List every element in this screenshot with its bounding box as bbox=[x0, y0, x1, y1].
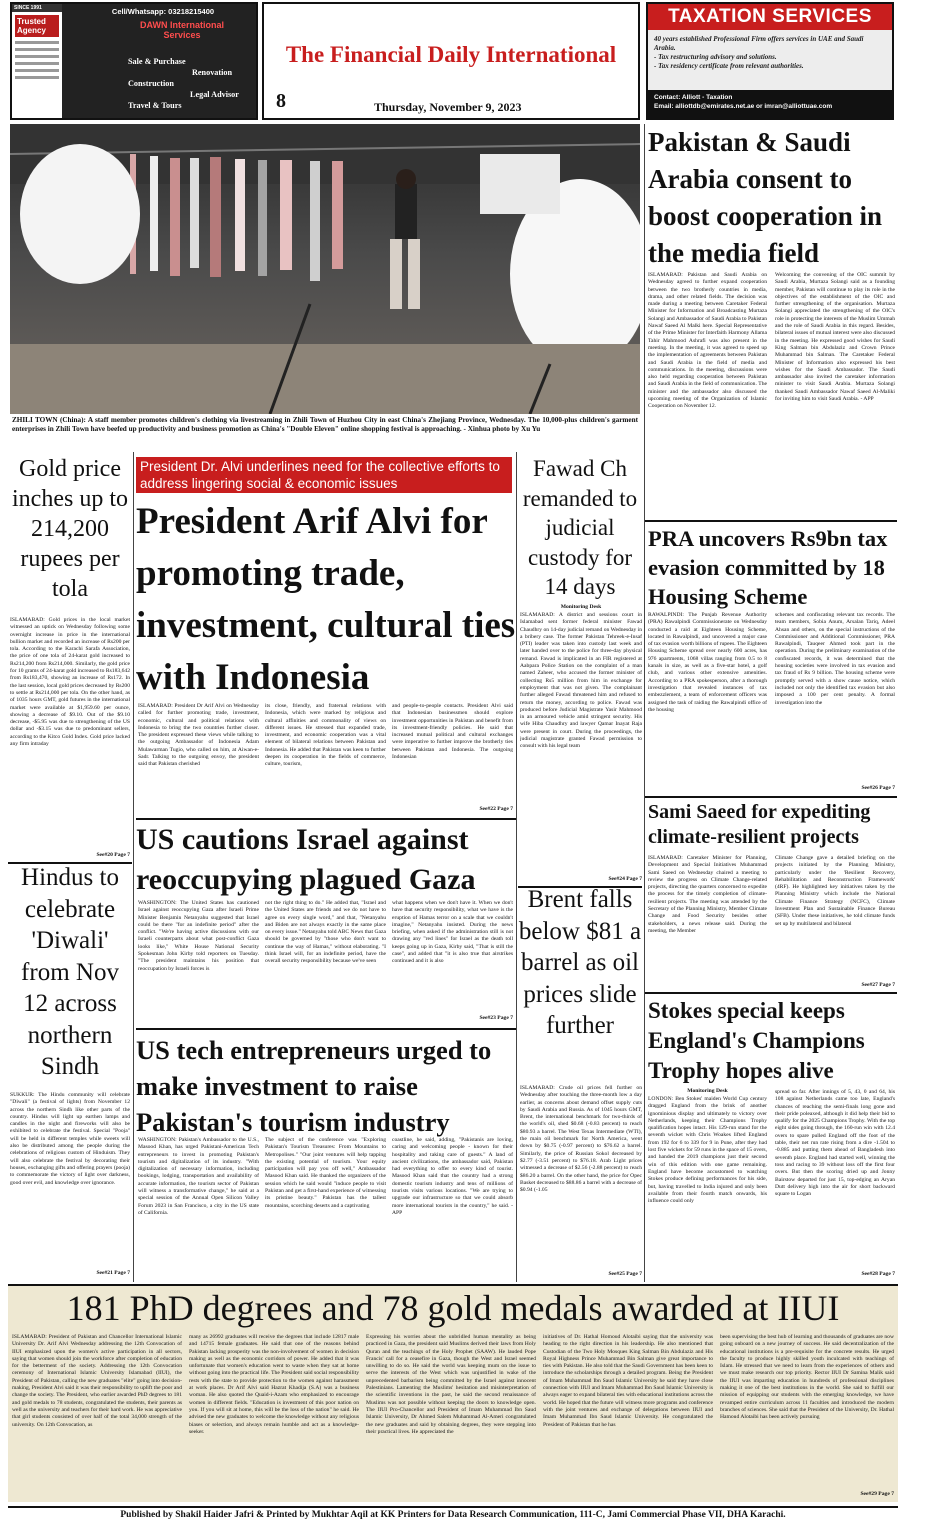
ad-dawn-service: Legal Advisor bbox=[190, 90, 239, 99]
alvi-col3: and people-to-people contacts. President Alvi said that Indonesian businessmen should explore investment opportunities in Pakistan and benefit from its investment-friendly policies. He said that increased mutual political and cultural exchanges were imperative to further improve the brotherly ties between Pakistan and Indonesia. The outgoing Indonesian bbox=[392, 703, 513, 761]
iiui-continue: See#29 Page 7 bbox=[860, 1491, 894, 1497]
iiui-col3: Expressing his worries about the unbridled human mentality as being practiced in Gaza, the president said Muslims derived their laws from Holy Quran and the teachings of the Holy Prophet (SAAW). He lauded Pope Francis' call for a ceasefire in Gaza, though the West and Israel seemed unwilling to do so. He said the world was keeping mum on the issue to serve the interests of the West which was unjustified in wake of the unprecedented barbarism being committed by the Israel against innocent Palestinians. Lamenting the Muslims' hesitation and misinterpretation of the scientific inventions in the past, he said the second renaissance of Muslims was not possible without keeping the doors to knowledge open. The IIUI Pro-Chancellor and President of Imam Muhammad Ibn Saud Islamic University, Dr Ahmed Salem Muhammad Al-Ameri congratulated the new graduates and said by obtaining degrees, they were stepping into their practical lives. He appreciated the bbox=[366, 1334, 536, 1435]
news-photo bbox=[10, 124, 640, 414]
ad-taxation-contact1: Contact: Alliott - Taxation bbox=[654, 94, 733, 101]
fawad-body: ISLAMABAD: A district and sessions court in Islamabad sent former federal minister Fawad Chaudhry on 14-day judicial remand on Wednesday in a bribery case. The former Pakistan Tehreek-e-Insaf (PTI) leader was taken into custody last week and later handed over to the police for three-day physical remand. Fawad is implicated in an FIR registered at Aabpara Police Station on the complaint of a man named Zaheer, who accused the former minister of collecting Rs5 million from him in exchange for employment that was not given. The complainant further alleged Fawad threatened him and refused to return the money, according to police. Fawad was produced before Judicial Magistrate Yasir Mahmood in an armoured vehicle amid stringent security. His wife Hiba Chaudhry and lawyer Qamar Inayat Raja were present in court. During the proceedings, the judicial magistrate granted Fawad permission to consult with his legal team bbox=[520, 612, 642, 750]
ad-dawn-fineprint bbox=[15, 41, 59, 79]
iiui-col4: initiatives of Dr. Hathal Homoud Alotaibi saying that the university was heading to the right direction in his leadership. He also mentioned that Custodian of the Two Holy Mosques King Salman Bin Abdulaziz and His Royal Highness Prince Muhammad Bin Salman give great importance to ties with Pakistan. He also told that the Saudi Government has been keen to introduce the scholarships through a detailed program. Being the President of Imam Muhammad Ibn Saud Islamic University he said they have close connection with IIUI and Imam Muhammad Ibn Saud Islamic University is always eager to expand bilateral ties with educational institutions across the world. He hoped that the future will witness more programs and conference with the joint ventures and exchange of delegations between IIUI and Imam Muhammad Ibn Saud Islamic University. He congratulated the President of Pakistan that he has bbox=[543, 1334, 713, 1428]
divider bbox=[8, 1506, 898, 1508]
column-rule bbox=[133, 452, 134, 1282]
israel-col2: not the right thing to do." He added that, "Israel and the United States are friends and we do not have to agree on every single word," and that, "Netanyahu and Biden are not always exactly in the same place on every issue." Netanyahu told ABC News that Gaza should be governed by "those who don't want to continue the way of Hamas," without elaborating. "I think Israel will, for an indefinite period, have the overall security responsibility because we've seen bbox=[265, 900, 386, 965]
pra-col1: RAWALPINDI: The Punjab Revenue Authority (PRA) Rawalpindi Commissionerate on Wednesday conducted a raid at Eighteen Housing Scheme, located in Rawalpindi, and uncovered a major case of tax evasion worth billions of rupees. The Eighteen Housing Scheme spread over nearly 600 acres, has 976 apartments, 1068 villas ranging from 0.5 to 8 kanals in size, as well as a five-star hotel, a golf club, and various other extensive amenities. According to a PRA spokesperson, after a thorough investigation that revealed instances of tax embezzlement, a team of enforcement officers was assigned the task of raiding the Rawalpindi office of the housing bbox=[648, 612, 767, 713]
tourism-col1: WASHINGTON: Pakistan's Ambassador to the U.S., Masood Khan, has urged Pakistani-American Tech entrepreneurs to invest in promoting Pakistan's tourism and digitalization of its industry. "With digitalization of necessary information, including bookings, lodging, transportation and availability of accurate information, the tourism sector of Pakistan will witness a transformative change," he said at a special session of the Annual Open Silicon Valley Forum 2023 in San Francisco, a city in the US state of California. bbox=[138, 1137, 259, 1216]
masthead-page-number: 8 bbox=[276, 90, 286, 112]
iiui-col5: been supervising the best hub of learning and thousands of graduates are now going onboard on a new journey of success. He said decentralization of the educational institutions is a pre-requisite for the concrete results. He urged the faculty to produce highly skilled youth inculcated with teachings of Islam. He stressed that we need to learn from the experiences of others and we must make research our top priority. Rector IIUI Dr Samina Malik said the IIUI was imparting education in hundreds of professional disciplines making it one of the best institutions in the world. She said to fulfill our mission of equipping our students with the emerging knowledge, we have revamped entire curriculum across 11 faculties and introduced the modern branches of sciences. She said that the President of the University, Dr. Hathal Hamoud Alotaibi has been actively pursuing bbox=[720, 1334, 894, 1421]
alvi-continue: See#22 Page 7 bbox=[479, 806, 513, 812]
stokes-col1: LONDON: Ben Stokes' maiden World Cup century dragged England from the brink of another ignominious display and ultimately to victory over Netherlands, keeping their Champions Trophy qualification hopes intact. His 129-run stand for the seventh wicket with Chris Woakes lifted England from 192 for 6 to 339 for 9 in Pune, after they had lost five wickets for 59 runs in the space of 15 overs, and handed the 2019 champions just their second win of this edition with one game remaining. England have become accustomed to watching Stokes produce defining performances for his side, but, having travelled to India injured and only been available from their fourth match onwards, his influence could only bbox=[648, 1096, 767, 1205]
israel-continue: See#23 Page 7 bbox=[479, 1015, 513, 1021]
ad-taxation-contact bbox=[648, 90, 892, 120]
iiui-headline: 181 PhD degrees and 78 gold medals awarded at IIUI bbox=[66, 1288, 840, 1328]
diwali-headline: Hindus to celebrate 'Diwali' from Nov 12 across northern Sindh bbox=[21, 864, 119, 1080]
ad-taxation-line3: - Tax residency certificate from relevant authorities. bbox=[654, 62, 804, 70]
saeed-continue: See#27 Page 7 bbox=[861, 982, 895, 988]
israel-col3: what happens when we don't have it. When we don't have that security responsibility, what we have is the eruption of Hamas terror on a scale that we couldn't imagine," Netanyahu insisted. During the news briefing, when asked if the administration still is not drawing any "red lines" for Israel as the death toll keeps going up in Gaza, Kirby said, "That is still the case", and added that "it is also true that airstrikes continued and it is also bbox=[392, 900, 513, 965]
israel-headline: US cautions Israel against reoccupying plagued Gaza bbox=[136, 823, 476, 896]
brent-body: ISLAMABAD: Crude oil prices fell further on Wednesday after touching the three-month low a day earlier, as concerns about demand offset supply cuts by Saudi Arabia and Russia. As of 1045 hours GMT, Brent, the international benchmark for two-thirds of the world's oil, shed $0.68 (-0.83 percent) to reach $80.93 a barrel. The West Texas Intermediate (WTI), the main oil benchmark for North America, went down by $0.75 (-0.97 percent) to $76.62 a barrel. Similarly, the price of Russian Sokol decreased by $2.77 (-3.51 percent) to $76.18. Arab Light prices witnessed a decrease of $2.56 (-2.88 percent) to reach $86.20 a barrel. On the other hand, the price for Opec Basket decreased to $88.86 a barrel with a decrease of $0.94 (-1.05 bbox=[520, 1085, 642, 1194]
saudi-col1: ISLAMABAD: Pakistan and Saudi Arabia on Wednesday agreed to further expand cooperation between the two brotherly countries in media, drama, and other related fields. The decision was made during a meeting between Caretaker Federal Minister for Information and Broadcasting Murtaza Solangi and Ambassador of Saudi Arabia to Pakistan Nawaf Saeed Al Malki here. Special Representative of the Prime Minister for Interfaith Harmony Allama Tahir Mahmood Ashrafi was also present in the meeting. In the meeting, it was agreed to speed up the implementation of agreements between Pakistan and Saudi Arabia in the field of media and communications. In the meeting, discussions were also held regarding cooperation between Pakistan and Saudi Arabia in the field of communication. The minister and the ambassador also discussed the upcoming meeting of the Organization of Islamic Cooperation on November 12. bbox=[648, 272, 767, 410]
alvi-kicker: President Dr. Alvi underlines need for the collective efforts to address lingering social & economic issues bbox=[136, 457, 512, 493]
footer-imprint: Published by Shakil Haider Jafri & Printed by Mukhtar Aqil at KK Printers for Data Research Communication, 111-C, Jami Commercial Phase VII, DHA Karachi. bbox=[120, 1510, 786, 1520]
pra-continue: See#26 Page 7 bbox=[861, 785, 895, 791]
iiui-col1: ISLAMABAD: President of Pakistan and Chancellor International Islamic University Dr. Arif Alvi Wednesday addressing the 12th Convocation of IIUI emphasized upon the women's active participation in all sectors, saying that women should join the workforce after completion of education for the betterment of the society. Addressing the 12th Convocation ceremony of International Islamic University Islamabad (IIUI), the President of Pakistan, calling the new graduates "elite" going into decision-making, President Alvi said it was their responsibility to uplift the poor and change the society. The President, who earlier awarded PhD degrees to 181 and gold medals to 78 students, congratulated the students, their parents as well as the university and teachers for their hard work. He was appreciative that girl students consisted of over half of the total 34,000 strength of the university. On 12th Convocation, as bbox=[12, 1334, 182, 1428]
ad-taxation-line1: 40 years established Professional Firm offers services in UAE and Saudi Arabia. bbox=[654, 35, 864, 52]
alvi-col1: ISLAMABAD: President Dr Arif Alvi on Wednesday called for further promoting trade, investment, economic, cultural and political relations with Indonesia to bring the two countries further closer. The president expressed these views while talking to the outgoing Ambassador of Indonesia Adam Mulawarman Tugio, who called on him, at Aiwan-e-Sadr. Talking to the outgoing envoy, the president said that Pakistan cherished bbox=[138, 703, 259, 768]
masthead bbox=[262, 2, 640, 120]
fawad-headline: Fawad Ch remanded to judicial custody for 14 days bbox=[522, 456, 638, 599]
iiui-col2: many as 26992 graduates will receive the degrees that include 12817 male and 14715 female graduates. He said that one of the reasons behind Pakistan lacking prosperity was the non-involvement of women in decision making as well as the economic corridors of power. He added that it was unfortunate that women's education went to waste when they sat at home without going into the practical life. The President said social responsibility rests with the state to provide protection to the women against harassment at work places. Dr Arif Alvi said Hazrat Khadija (S.A) was a business woman. He also quoted the Quaid-i-Azam who emphasized to encourage women in different fields. "Education is investment of this poor nation on you. If you will sit at home, this will be the loss of the nation" he said. He advised the new graduates to welcome the knowledge without any religious biases or selection, and always remain humble and act as a knowledge-seeker. bbox=[189, 1334, 359, 1435]
tourism-col2: The subject of the conference was "Exploring Pakistan's Tourism Treasures: From Mountains to Metropolises." "Our joint ventures will help tapping the existing potential of tourism. Your equity participation will pay you off well," Ambassador Masood Khan said. He thanked the organizers of the session which he said would "induce people to visit Pakistan and get a first-hand experience of witnessing its pristine beauty." Pakistan has the tallest mountains, scorching deserts and a captivating bbox=[265, 1137, 386, 1209]
gold-continue: See#20 Page 7 bbox=[96, 852, 130, 858]
photo-caption: ZHILI TOWN (China): A staff member promotes children's clothing via livestreaming in Zhili Town of Huzhou City in east China's Zhejiang Province, Wednesday. The 10,000-plus children's garment enterprises in Zhili Town have beefed up productivity and business promotion as China's "Double Eleven" online shopping festival is approaching. - Xinhua photo by Xu Yu bbox=[12, 416, 638, 433]
divider bbox=[645, 796, 897, 798]
alvi-col2: its close, friendly, and fraternal relations with Indonesia, which were marked by religious and cultural affinities and commonality of views on different issues. He stressed that expanded trade, investment, and economic cooperation was a vital element of bilateral relations between Pakistan and Indonesia. He added that Pakistan was keen to further deepen its cooperation in the fields of commerce, culture, tourism, bbox=[265, 703, 386, 768]
ad-taxation-body bbox=[648, 30, 892, 90]
ad-dawn-logo bbox=[15, 15, 59, 37]
ad-dawn-service: Construction bbox=[128, 79, 174, 88]
iiui-story bbox=[8, 1284, 898, 1502]
brent-headline: Brent falls below $81 a barrel as oil prices slide further bbox=[518, 886, 642, 1039]
stokes-headline: Stokes special keeps England's Champions Trophy hopes alive bbox=[648, 998, 865, 1083]
ad-dawn-logo-panel bbox=[12, 4, 62, 118]
tourism-col3: coastline, he said, adding, "Pakistanis are loving, caring and welcoming people - known for their hospitality and taking care of guests." A land of ancient civilizations, the ambassador said, Pakistan had everything to offer to every kind of tourist. Masood Khan said that the country had a strong domestic tourism industry and tens of millions of tourists visits various locations. "We are trying to upgrade our infrastructure so that we could absorb more international tourists in the country," he said. - APP bbox=[392, 1137, 513, 1216]
ad-dawn bbox=[10, 2, 258, 120]
masthead-date: Thursday, November 9, 2023 bbox=[374, 100, 522, 114]
ad-dawn-est: SINCE 1991 bbox=[12, 4, 62, 12]
fawad-continue: See#24 Page 7 bbox=[608, 876, 642, 882]
israel-col1: WASHINGTON: The United States has cautioned Israel against reoccupying Gaza after Israeli Prime Minister Benjamin Netanyahu suggested that Israel could be there "for an indefinite period" after the conflict. "We're having active discussions with our Israeli counterparts about what post-conflict Gaza looks like," White House National Security Spokesman John Kirby told reporters on Tuesday. "The president maintains his position that reoccupation by Israeli forces is bbox=[138, 900, 259, 972]
saudi-headline: Pakistan & Saudi Arabia consent to boost cooperation in the media field bbox=[648, 127, 883, 268]
alvi-headline: President Arif Alvi for promoting trade, investment, cultural ties with Indonesia bbox=[136, 501, 516, 698]
stokes-desk: Monitoring Desk bbox=[687, 1088, 728, 1094]
pra-col2: schemes and confiscating relevant tax records. The team members, Sobia Anum, Arsalan Tariq, Adeel Ahsan and others, on the special instructions of the Commissioner and Additional Commissioner, PRA Rawalpindi, Tauqeer Ahmed took part in the operation. During the preliminary examination of the confiscated records, it was determined that the housing societies were involved in tax evasion and tax fraud of Rs 9 billion. The housing scheme were promptly served with a show cause notice, which included not only the identified tax evasion but also imposed a 100 per cent penalty. A formal investigation into the bbox=[775, 612, 895, 706]
fawad-desk: Monitoring Desk bbox=[560, 604, 602, 610]
divider bbox=[645, 520, 897, 522]
ad-dawn-logo-line1: Trusted bbox=[17, 17, 46, 26]
column-rule bbox=[516, 452, 517, 1282]
saeed-col1: ISLAMABAD: Caretaker Minister for Planning, Development and Special Initiatives Muhammad Sami Saeed on Wednesday chaired a meeting to review the progress on Climate Change-related projects, directing the quarters concerned to expedite the process for the timely completion of climate-resilient projects. The meeting was attended by the Secretary of the Planning Ministry, Member Climate Change and Food Security besides other stakeholders, a news release said. During the meeting, the Member bbox=[648, 855, 767, 934]
stokes-col2: spread so far. After innings of 5, 43, 0 and 64, his 108 against Netherlands came too late, England's chances of reaching the semi-finals long gone and their pride poleaxed, although it did help their bid to qualify for the 2025 Champions Trophy. With the top eight sides going through, the 160-run win with 12.4 overs to spare pulled England off the foot of the table, their net run rate rising from a dire -1.504 to -0.885 and putting them ahead of Bangladesh into seventh place. England had started well, winning the toss and racing to 39 without loss off the first four overs. But then the scoring dried up and Jonny Bairstow departed for just 15, top-edging an Aryan Dutt delivery high into the air for short backward square to Logan bbox=[775, 1089, 895, 1198]
divider bbox=[645, 992, 897, 994]
photo-scene bbox=[10, 124, 640, 414]
ad-taxation-title: TAXATION SERVICES bbox=[648, 4, 892, 30]
divider bbox=[136, 1028, 516, 1030]
masthead-title: The Financial Daily International bbox=[285, 42, 617, 67]
tourism-headline: US tech entrepreneurs urged to make investment to raise Pakistan's tourism industry bbox=[136, 1035, 492, 1137]
ad-dawn-service: Renovation bbox=[192, 68, 233, 77]
saudi-col2: Welcoming the convening of the OIC summit by Saudi Arabia, Murtaza Solangi said as a founding member, Pakistan will continue to play its role in the objectives of the establishment of the OIC and further strengthening of the organisation. Murtaza Solangi appreciated the strengthening of the OIC's role in protecting the interests of the Muslim Ummah and the role of Saudi Arabia in this regard. Besides, bilateral issues of mutual interest were also discussed in the meeting. He expressed good wishes for Saudi King Salman bin Abdulaziz and Crown Prince Muhammad bin Salman. The Caretaker Federal Minister of Information also expressed his best wishes for the Saudi Ambassador. The Saudi ambassador also invited the caretaker information minister to visit Saudi Arabia. Murtaza Solangi thanked Saudi Ambassador Nawaf Saeed Al-Maliki for inviting him to visit Saudi Arabia. - APP bbox=[775, 272, 895, 403]
pra-headline: PRA uncovers Rs9bn tax evasion committed by 18 Housing Scheme bbox=[648, 526, 888, 609]
ad-dawn-name: DAWN International Services bbox=[139, 20, 224, 40]
ad-dawn-service: Sale & Purchase bbox=[128, 57, 186, 66]
gold-body: ISLAMABAD: Gold prices in the local market witnessed an uptick on Wednesday following some overnight increase in price in the international bullion market and recorded an increase of Rs200 per tola. According to the Karachi Sarafa Association, the price of one tola of 24-karat gold increased to Rs214,200 from Rs214,000. Similarly, the gold price for 10 grams of 24-karat gold increased to Rs183,642 from Rs183,470, showing an increase of Rs172. In the last session, local gold prices decreased by Rs200 to settle at Rs214,000 per tola. On the other hand, as of 1035 hours GMT, gold futures in the international market were available at $1,959.60 per ounce, showing a decrease of $9.10. Out of the $9.10 decrease, -$5.95 was due to strengthening of the US dollar and -$3.15 was due to predominant sellers, according to the Kitco Gold Index. Gold price lacked any firm intraday bbox=[10, 617, 130, 748]
saeed-col2: Climate Change gave a detailed briefing on the projects initiated by the Planning Ministry, particularly under the 'Resilient Recovery, Rehabilitation and Reconstruction Framework' (4RF). He highlighted key initiatives taken by the Planning Ministry which include the National Climate Finance Strategy (NCFC), Climate Investment Plan and Sustainable Finance Bureau (SFB). Under these initiatives, he told climate funds set up by multilateral and bilateral bbox=[775, 855, 895, 927]
ad-dawn-service: Travel & Tours bbox=[128, 101, 182, 110]
ad-dawn-services bbox=[72, 56, 256, 111]
column-rule bbox=[644, 124, 645, 1282]
brent-continue: See#25 Page 7 bbox=[608, 1271, 642, 1277]
gold-headline: Gold price inches up to 214,200 rupees per tola bbox=[12, 456, 128, 602]
diwali-body: SUKKUR: The Hindu community will celebrate "Diwali" (a festival of lights) from November 12 across the northern Sindh like other parts of the country. Hindus will light up earthen lamps and candles in the night and fireworks will also be exhibited to celebrate the festival. Special "Pooja" will be held in different temples while sweets will also be distributed among the people during the celebrations of religious custom of Hinduism. They will also celebrate the festival by decorating their houses, exchanging gifts and offering prayers (pooja) to commemorate the victory of light over darkness, good over evil, and knowledge over ignorance. bbox=[10, 1092, 130, 1186]
saeed-headline: Sami Saeed for expediting climate-resilient projects bbox=[648, 801, 871, 848]
ad-taxation-line2: - Tax restructuring advisory and solutions. bbox=[654, 53, 777, 61]
ad-taxation bbox=[646, 2, 894, 120]
ad-dawn-contact: Cell/Whatsapp: 03218215400 bbox=[111, 7, 215, 16]
stokes-continue: See#28 Page 7 bbox=[861, 1271, 895, 1277]
ad-taxation-contact2: Email: alliottdb@emirates.net.ae or imran@alliottuae.com bbox=[654, 103, 833, 110]
diwali-continue: See#21 Page 7 bbox=[96, 1270, 130, 1276]
ad-dawn-logo-line2: Agency bbox=[17, 26, 46, 35]
